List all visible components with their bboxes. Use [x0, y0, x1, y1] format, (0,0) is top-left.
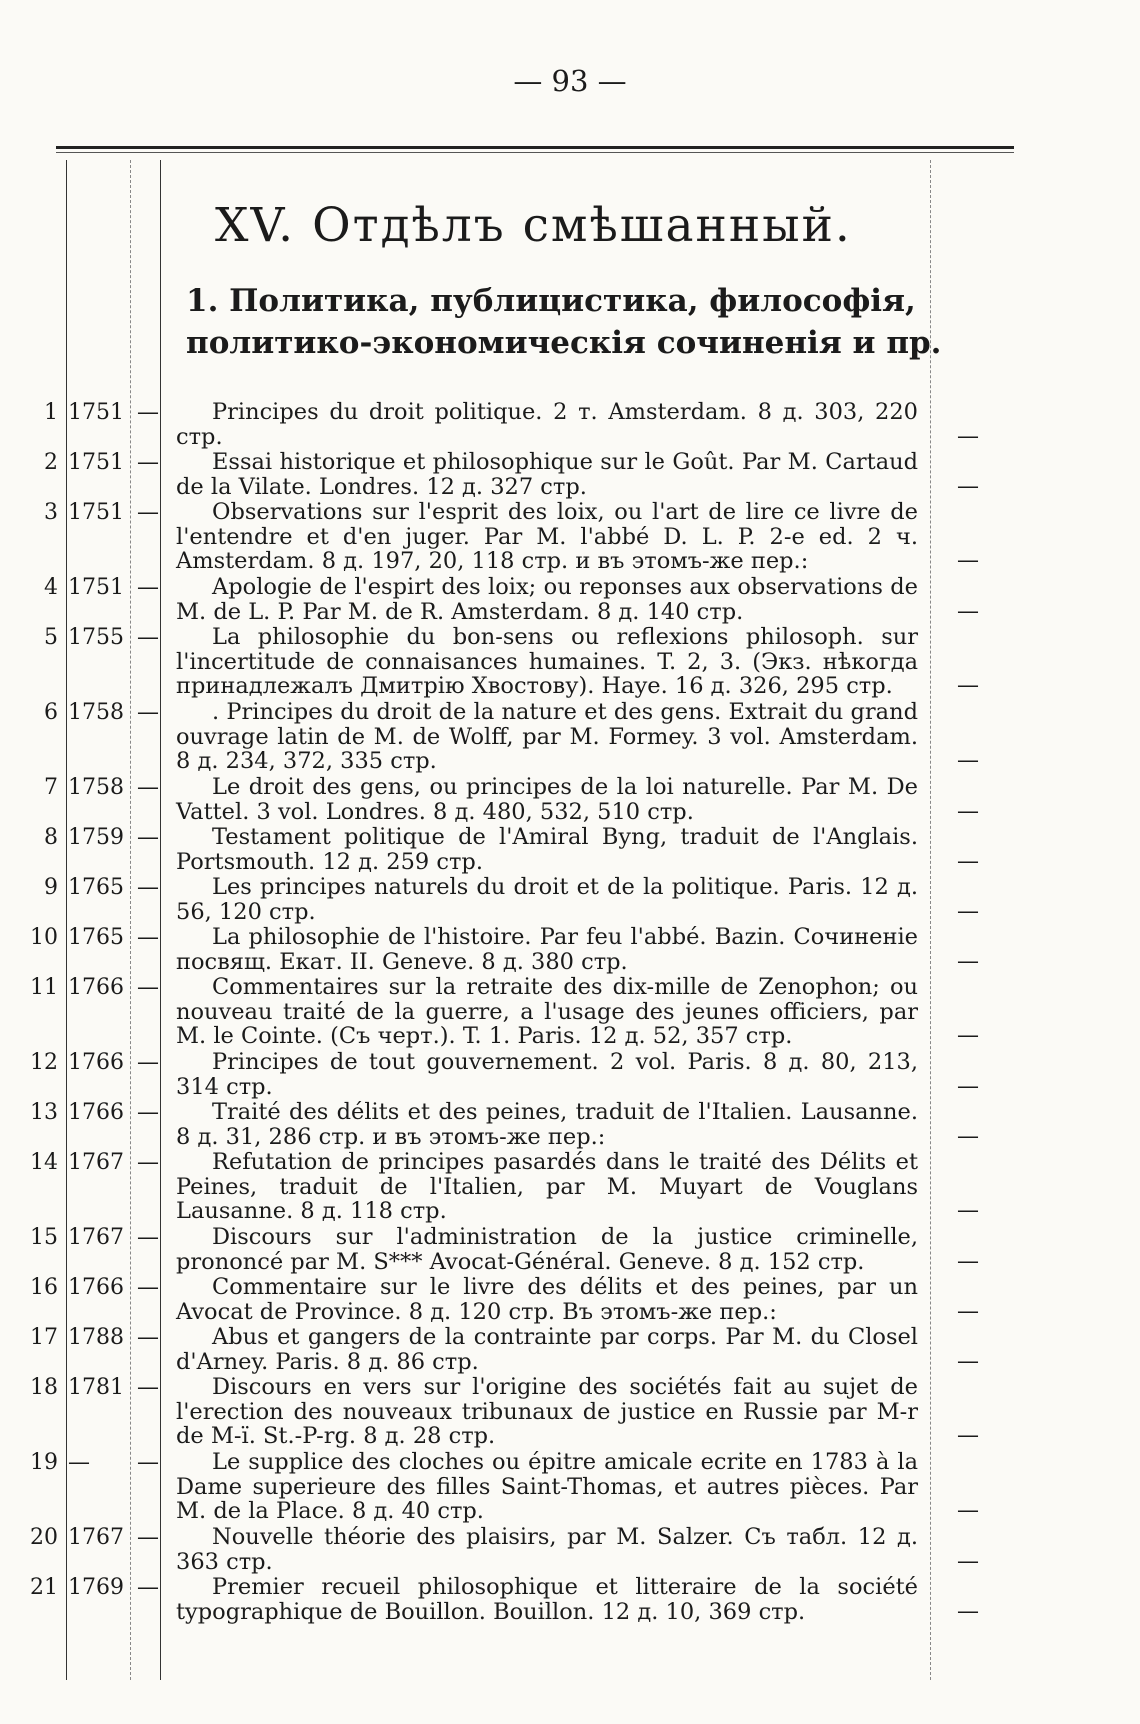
- entry-number: 6: [44, 700, 58, 725]
- entry-number: 17: [30, 1325, 58, 1350]
- entry-number: 5: [44, 625, 58, 650]
- entry-mark: —: [137, 575, 159, 600]
- entry-mark: —: [137, 1050, 159, 1075]
- entry-end-mark: —: [957, 1423, 979, 1448]
- entry-mark: —: [137, 825, 159, 850]
- header-rule: [56, 146, 1014, 149]
- entry-text: Principes du droit politique. 2 т. Amsterdam. 8 д. 303, 220 стр.: [176, 399, 918, 450]
- entry-text: Abus et gangers de la contrainte par corps. Par M. du Closel d'Arney. Paris. 8 д. 86 стр.: [176, 1324, 918, 1375]
- entry-text: Le droit des gens, ou principes de la loi naturelle. Par M. De Vattel. 3 vol. Londres. 8 д. 480, 532, 510 стр.: [176, 774, 918, 825]
- entry-number: 7: [44, 775, 58, 800]
- entry-text: Le supplice des cloches ou épitre amicale ecrite en 1783 à la Dame superieure des filles Saint-Thomas, et autres pièces. Par M. de la Place. 8 д. 40 стр.: [176, 1449, 918, 1524]
- entry-end-mark: —: [957, 1498, 979, 1523]
- entry-number: 12: [30, 1050, 58, 1075]
- entry-number: 16: [30, 1275, 58, 1300]
- entry-text: Apologie de l'espirt des loix; ou reponses aux observations de M. de L. P. Par M. de R. Amsterdam. 8 д. 140 стр.: [176, 574, 918, 625]
- entry-mark: —: [137, 1150, 159, 1175]
- entry-end-mark: —: [957, 748, 979, 773]
- entry-text: La philosophie de l'histoire. Par feu l'abbé. Bazin. Сочиненіе посвящ. Екат. II. Geneve. 8 д. 380 стр.: [176, 924, 918, 975]
- entry-end-mark: —: [957, 673, 979, 698]
- entry-mark: —: [137, 700, 159, 725]
- entry-text: . Principes du droit de la nature et des gens. Extrait du grand ouvrage latin de M. de Wolff, par M. Formey. 3 vol. Amsterdam. 8 д. 234, 372, 335 стр.: [176, 699, 918, 774]
- entry-text: Discours sur l'administration de la justice criminelle, prononcé par M. S*** Avocat-Général. Geneve. 8 д. 152 стр.: [176, 1224, 918, 1275]
- entry-year: 1751: [68, 450, 124, 475]
- entry-end-mark: —: [957, 548, 979, 573]
- entry-year: 1766: [68, 1050, 124, 1075]
- entry-mark: —: [137, 775, 159, 800]
- entry-year: 1751: [68, 400, 124, 425]
- entry-number: 19: [30, 1450, 58, 1475]
- entry-mark: —: [137, 1375, 159, 1400]
- entry-end-mark: —: [957, 1549, 979, 1574]
- entry-year: 1788: [68, 1325, 124, 1350]
- entry-year: 1767: [68, 1525, 124, 1550]
- entry-number: 15: [30, 1225, 58, 1250]
- entry-text: Traité des délits et des peines, traduit de l'Italien. Lausanne. 8 д. 31, 286 стр. и въ этомъ-же пер.:: [176, 1099, 918, 1150]
- entry-mark: —: [137, 875, 159, 900]
- entry-end-mark: —: [957, 1249, 979, 1274]
- entry-number: 9: [44, 875, 58, 900]
- entry-year: 1781: [68, 1375, 124, 1400]
- entry-number: 3: [44, 500, 58, 525]
- section-title: XV. Отдѣлъ смѣшанный.: [215, 198, 852, 253]
- entry-year: 1751: [68, 500, 124, 525]
- entry-end-mark: —: [957, 849, 979, 874]
- entry-text: Refutation de principes pasardés dans le traité des Délits et Peines, traduit de l'Italien, par M. Muyart de Vouglans Lausanne. 8 д. 118 стр.: [176, 1149, 918, 1224]
- entry-year: 1767: [68, 1150, 124, 1175]
- entry-mark: —: [137, 450, 159, 475]
- entry-end-mark: —: [957, 1299, 979, 1324]
- entry-year: 1758: [68, 775, 124, 800]
- entry-end-mark: —: [957, 599, 979, 624]
- column-rule-right: [930, 160, 931, 1680]
- entry-year: 1751: [68, 575, 124, 600]
- entry-number: 20: [30, 1525, 58, 1550]
- entry-text: Observations sur l'esprit des loix, ou l'art de lire ce livre de l'entendre et d'en juger. Par M. l'abbé D. L. P. 2-e ed. 2 ч. Amsterdam. 8 д. 197, 20, 118 стр. и въ этомъ-же пер.:: [176, 499, 918, 574]
- entry-end-mark: —: [957, 1074, 979, 1099]
- entry-number: 10: [30, 925, 58, 950]
- entry-text: La philosophie du bon-sens ou reflexions philosoph. sur l'incertitude de connaisances humaines. T. 2, 3. (Экз. нѣкогда принадлежалъ Дмитрію Хвостову). Haye. 16 д. 326, 295 стр.: [176, 624, 918, 699]
- entry-end-mark: —: [957, 1349, 979, 1374]
- entry-text: Nouvelle théorie des plaisirs, par M. Salzer. Съ табл. 12 д. 363 стр.: [176, 1524, 918, 1575]
- entry-year: 1766: [68, 975, 124, 1000]
- entry-end-mark: —: [957, 1023, 979, 1048]
- entry-text: Testament politique de l'Amiral Byng, traduit de l'Anglais. Portsmouth. 12 д. 259 стр.: [176, 824, 918, 875]
- entry-end-mark: —: [957, 899, 979, 924]
- entry-text: Les principes naturels du droit et de la politique. Paris. 12 д. 56, 120 стр.: [176, 874, 918, 925]
- entry-mark: —: [137, 925, 159, 950]
- header-rule-thin: [56, 152, 1014, 153]
- entry-mark: —: [137, 500, 159, 525]
- entry-text: Commentaires sur la retraite des dix-mille de Zenophon; ou nouveau traité de la guerre, a l'usage des jeunes officiers, par M. le Cointe. (Съ черт.). T. 1. Paris. 12 д. 52, 357 стр.: [176, 974, 918, 1049]
- entry-year: 1765: [68, 925, 124, 950]
- entry-mark: —: [137, 1100, 159, 1125]
- subsection-title: 1. Политика, публицистика, философія, политико-экономическія сочиненія и пр.: [186, 283, 942, 361]
- entry-year: 1766: [68, 1275, 124, 1300]
- entry-number: 2: [44, 450, 58, 475]
- entry-year: 1767: [68, 1225, 124, 1250]
- page-number: — 93 —: [513, 64, 627, 98]
- entry-number: 13: [30, 1100, 58, 1125]
- entry-year: 1769: [68, 1575, 124, 1600]
- entry-year: 1759: [68, 825, 124, 850]
- entry-year: 1766: [68, 1100, 124, 1125]
- entry-number: 18: [30, 1375, 58, 1400]
- entry-end-mark: —: [957, 474, 979, 499]
- entry-mark: —: [137, 1225, 159, 1250]
- entry-year: 1755: [68, 625, 124, 650]
- entry-year: 1758: [68, 700, 124, 725]
- entry-number: 4: [44, 575, 58, 600]
- entry-end-mark: —: [957, 949, 979, 974]
- entry-mark: —: [137, 1450, 159, 1475]
- entry-text: Premier recueil philosophique et litteraire de la société typographique de Bouillon. Bouillon. 12 д. 10, 369 стр.: [176, 1574, 918, 1625]
- entry-end-mark: —: [957, 1124, 979, 1149]
- column-rule-text: [160, 160, 161, 1680]
- entry-mark: —: [137, 1275, 159, 1300]
- entry-text: Discours en vers sur l'origine des sociétés fait au sujet de l'erection des nouveaux tribunaux de justice en Russie par M-r de M-ï. St.-P-rg. 8 д. 28 стр.: [176, 1374, 918, 1449]
- entry-text: Commentaire sur le livre des délits et des peines, par un Avocat de Province. 8 д. 120 стр. Въ этомъ-же пер.:: [176, 1274, 918, 1325]
- entry-number: 8: [44, 825, 58, 850]
- entry-mark: —: [137, 1575, 159, 1600]
- entry-number: 14: [30, 1150, 58, 1175]
- entry-mark: —: [137, 625, 159, 650]
- entry-year: —: [68, 1450, 90, 1475]
- entry-mark: —: [137, 1325, 159, 1350]
- column-rule-year: [130, 160, 131, 1680]
- entry-end-mark: —: [957, 1599, 979, 1624]
- entry-text: Principes de tout gouvernement. 2 vol. Paris. 8 д. 80, 213, 314 стр.: [176, 1049, 918, 1100]
- entry-mark: —: [137, 975, 159, 1000]
- entry-number: 1: [44, 400, 58, 425]
- entry-text: Essai historique et philosophique sur le Goût. Par M. Cartaud de la Vilate. Londres. 12 д. 327 стр.: [176, 449, 918, 500]
- entry-mark: —: [137, 400, 159, 425]
- entry-year: 1765: [68, 875, 124, 900]
- column-rule-number: [66, 160, 67, 1680]
- entry-end-mark: —: [957, 424, 979, 449]
- entry-end-mark: —: [957, 1198, 979, 1223]
- entry-end-mark: —: [957, 799, 979, 824]
- entry-number: 11: [30, 975, 58, 1000]
- entry-number: 21: [30, 1575, 58, 1600]
- entry-mark: —: [137, 1525, 159, 1550]
